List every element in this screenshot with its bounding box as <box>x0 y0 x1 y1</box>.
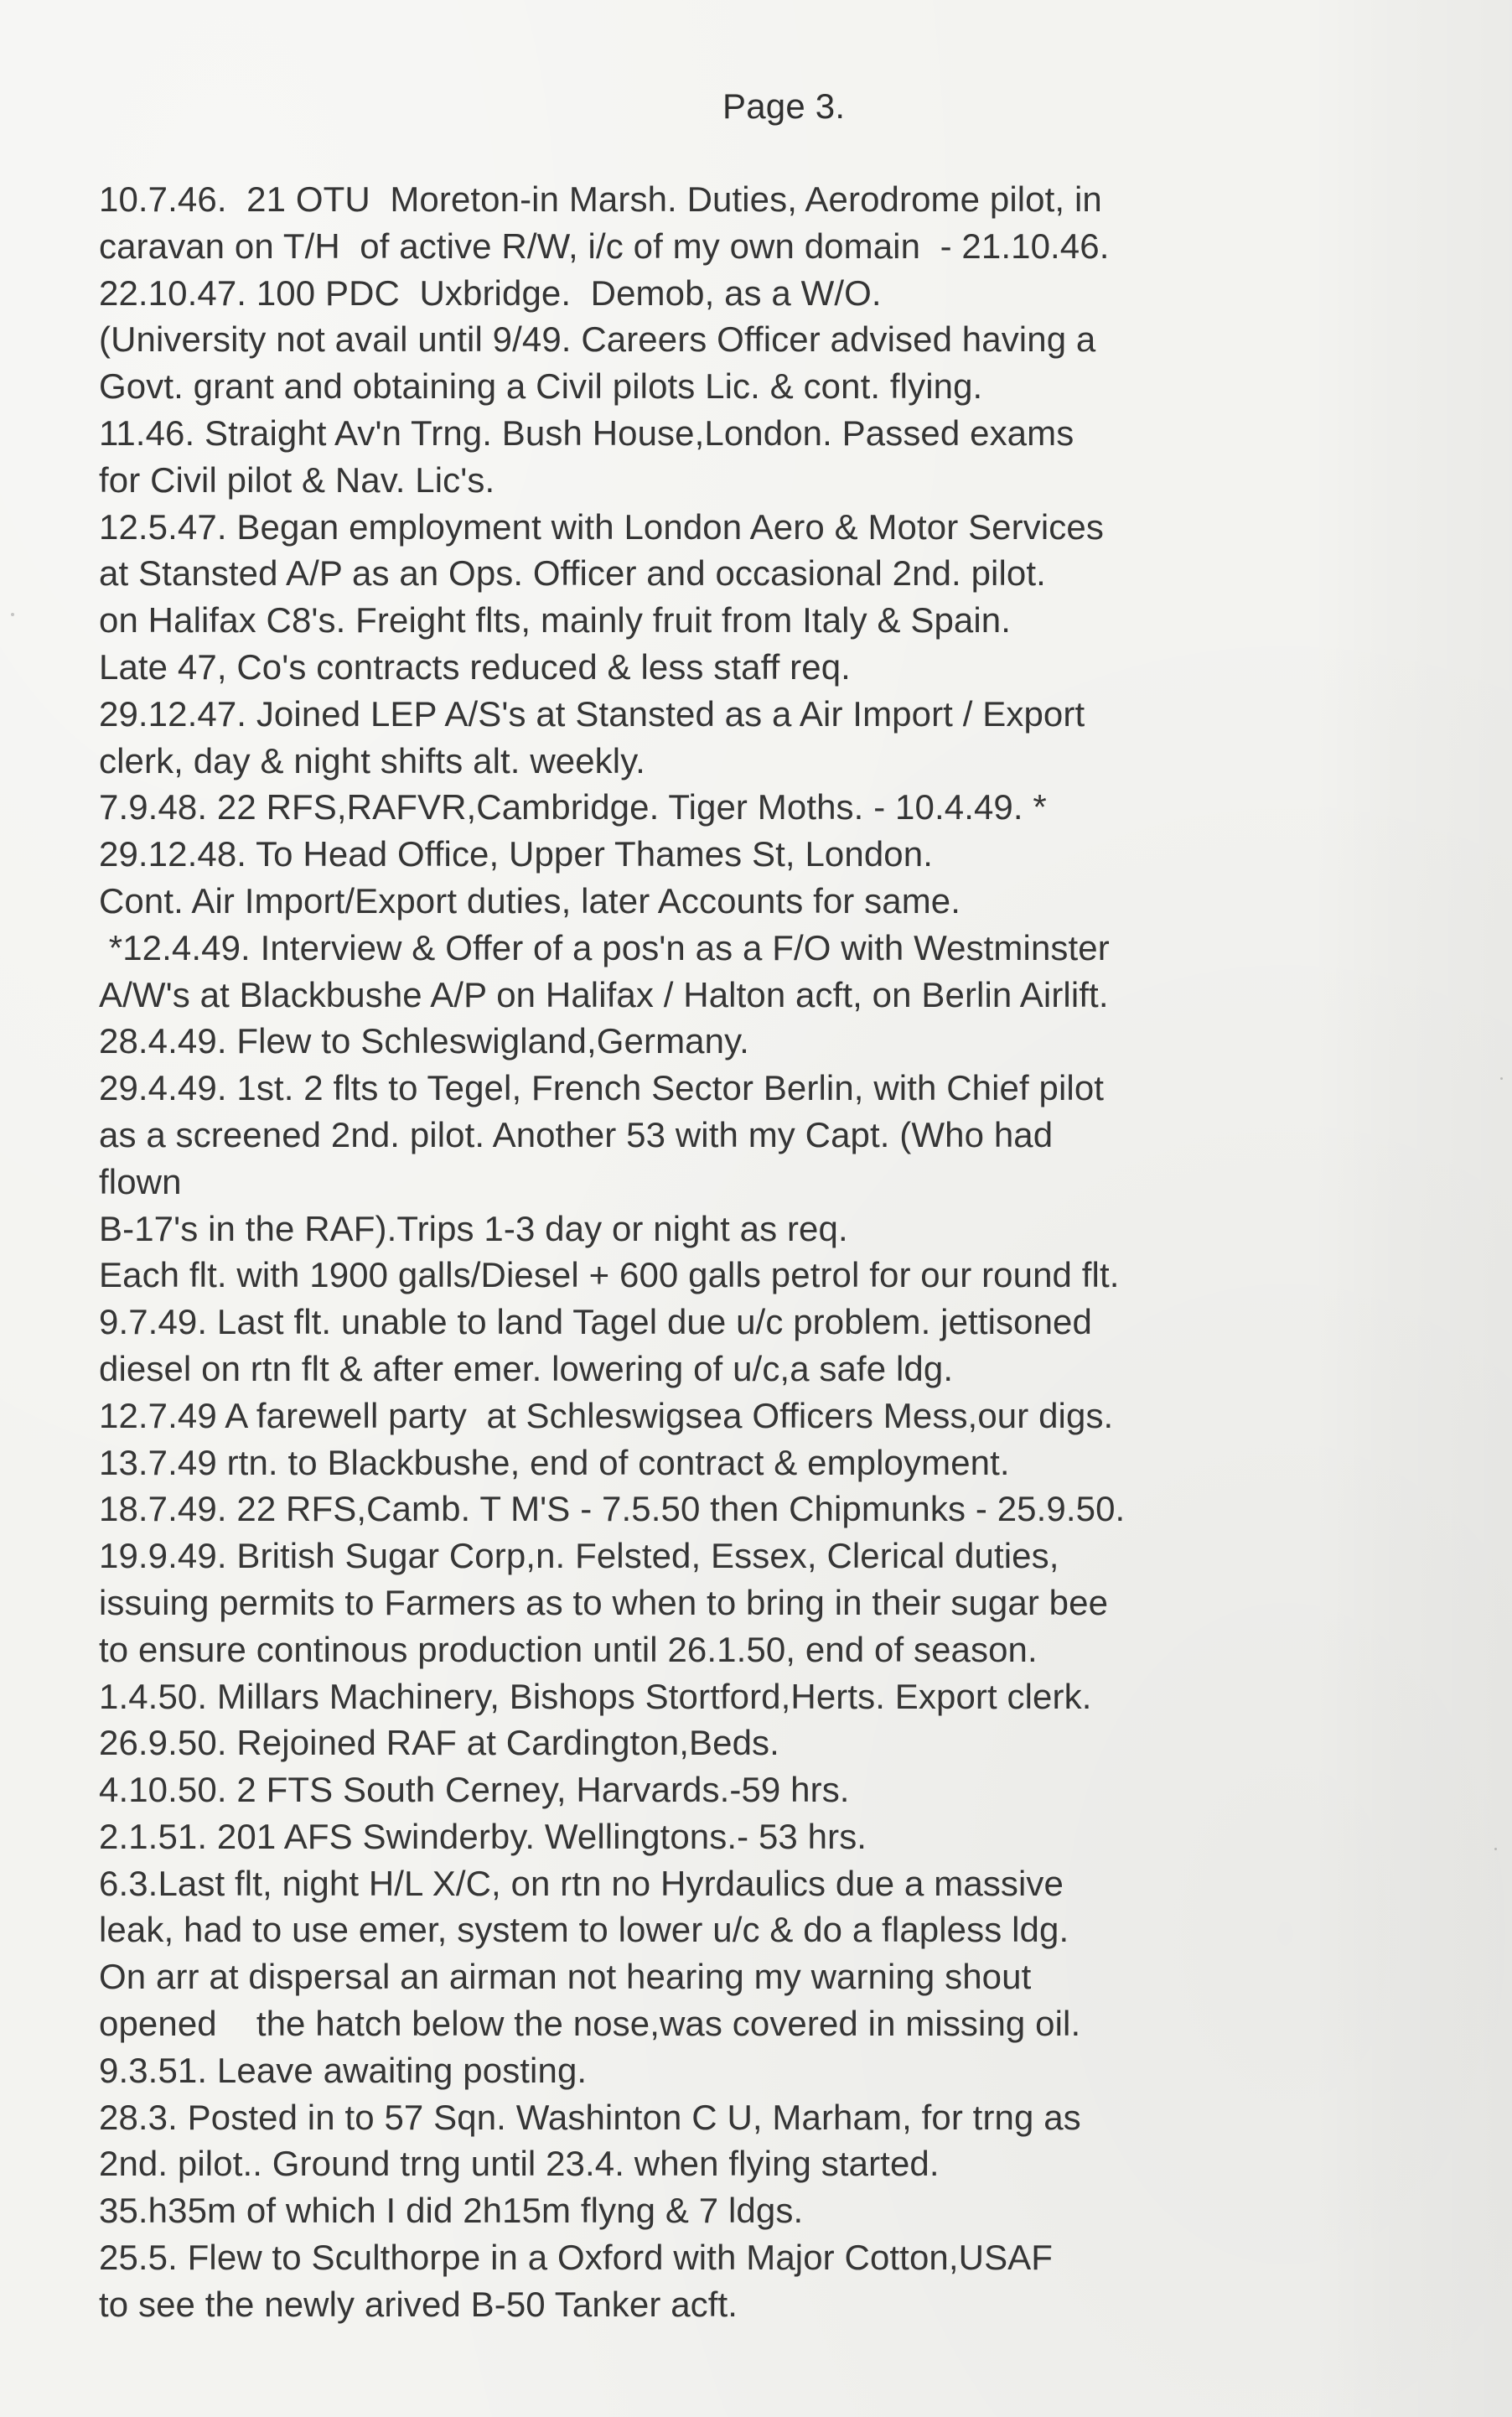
text-line: 2.1.51. 201 AFS Swinderby. Wellingtons.- 53 hrs. <box>99 1816 867 1856</box>
text-line: to ensure continous production until 26.1.50, end of season. <box>99 1629 1038 1669</box>
text-line: Govt. grant and obtaining a Civil pilots Lic. & cont. flying. <box>99 366 983 407</box>
text-line: A/W's at Blackbushe A/P on Halifax / Halton acft, on Berlin Airlift. <box>99 974 1109 1014</box>
text-line: 26.9.50. Rejoined RAF at Cardington,Beds. <box>99 1723 779 1763</box>
text-line: 9.3.51. Leave awaiting posting. <box>99 2050 588 2090</box>
scan-speck <box>1500 1077 1503 1080</box>
text-line: 25.5. Flew to Sculthorpe in a Oxford with Major Cotton,USAF <box>99 2238 1054 2278</box>
text-line: 13.7.49 rtn. to Blackbushe, end of contract & employment. <box>99 1442 1010 1482</box>
text-line: 29.4.49. 1st. 2 flts to Tegel, French Sector Berlin, with Chief pilot <box>99 1068 1105 1108</box>
text-line: clerk, day & night shifts alt. weekly. <box>99 740 645 781</box>
text-line: 35.h35m of which I did 2h15m flyng & 7 ldgs. <box>99 2191 804 2231</box>
text-line: 22.10.47. 100 PDC Uxbridge. Demob, as a W/O. <box>99 272 882 313</box>
text-line: On arr at dispersal an airman not hearing my warning shout <box>99 1957 1032 1997</box>
text-line: Late 47, Co's contracts reduced & less staff req. <box>99 646 851 687</box>
text-line: as a screened 2nd. pilot. Another 53 with my Capt. (Who had <box>99 1114 1054 1154</box>
scan-speck <box>1494 1848 1497 1850</box>
text-line: 28.3. Posted in to 57 Sqn. Washinton C U, Marham, for trng as <box>99 2097 1081 2137</box>
text-line: *12.4.49. Interview & Offer of a pos'n as a F/O with Westminster <box>99 927 1110 967</box>
text-line: 28.4.49. Flew to Schleswigland,Germany. <box>99 1021 749 1061</box>
text-line: 12.5.47. Began employment with London Aero & Motor Services <box>99 506 1104 547</box>
text-line: diesel on rtn flt & after emer. lowering of u/c,a safe ldg. <box>99 1348 954 1388</box>
text-line: 29.12.47. Joined LEP A/S's at Stansted as a Air Import / Export <box>99 693 1085 734</box>
text-line: (University not avail until 9/49. Careers Officer advised having a <box>99 319 1096 360</box>
text-line: Cont. Air Import/Export duties, later Accounts for same. <box>99 880 961 921</box>
text-line: 12.7.49 A farewell party at Schleswigsea Officers Mess,our digs. <box>99 1395 1114 1435</box>
text-line: B-17's in the RAF).Trips 1-3 day or night as req. <box>99 1208 848 1248</box>
text-line: on Halifax C8's. Freight flts, mainly fruit from Italy & Spain. <box>99 600 1012 641</box>
page-number: Page 3. <box>722 86 846 126</box>
text-line: opened the hatch below the nose,was covered in missing oil. <box>99 2004 1081 2044</box>
text-line: at Stansted A/P as an Ops. Officer and occasional 2nd. pilot. <box>99 553 1046 594</box>
text-line: caravan on T/H of active R/W, i/c of my own domain - 21.10.46. <box>99 226 1110 266</box>
text-line: 29.12.48. To Head Office, Upper Thames St, London. <box>99 834 933 874</box>
text-line: 2nd. pilot.. Ground trng until 23.4. when flying started. <box>99 2144 940 2184</box>
text-line: for Civil pilot & Nav. Lic's. <box>99 459 495 500</box>
text-line: 11.46. Straight Av'n Trng. Bush House,London. Passed exams <box>99 412 1074 453</box>
text-line: 9.7.49. Last flt. unable to land Tagel due u/c problem. jettisoned <box>99 1302 1092 1342</box>
document-body <box>99 176 1440 2328</box>
text-line: 7.9.48. 22 RFS,RAFVR,Cambridge. Tiger Moths. - 10.4.49. * <box>99 787 1047 827</box>
text-line: 1.4.50. Millars Machinery, Bishops Stortford,Herts. Export clerk. <box>99 1676 1092 1716</box>
text-line: flown <box>99 1161 182 1201</box>
scan-speck <box>11 613 14 616</box>
text-line: 10.7.46. 21 OTU Moreton-in Marsh. Duties, Aerodrome pilot, in <box>99 179 1102 219</box>
text-line: 6.3.Last flt, night H/L X/C, on rtn no Hyrdaulics due a massive <box>99 1863 1064 1903</box>
text-line: leak, had to use emer, system to lower u/c & do a flapless ldg. <box>99 1910 1069 1950</box>
text-line: 19.9.49. British Sugar Corp,n. Felsted, Essex, Clerical duties, <box>99 1536 1059 1576</box>
text-line: 18.7.49. 22 RFS,Camb. T M'S - 7.5.50 then Chipmunks - 25.9.50. <box>99 1489 1126 1529</box>
text-line: 4.10.50. 2 FTS South Cerney, Harvards.-59 hrs. <box>99 1770 850 1810</box>
text-line: issuing permits to Farmers as to when to bring in their sugar bee <box>99 1582 1109 1622</box>
text-line: Each flt. with 1900 galls/Diesel + 600 galls petrol for our round flt. <box>99 1255 1120 1295</box>
text-line: to see the newly arived B-50 Tanker acft. <box>99 2284 738 2324</box>
